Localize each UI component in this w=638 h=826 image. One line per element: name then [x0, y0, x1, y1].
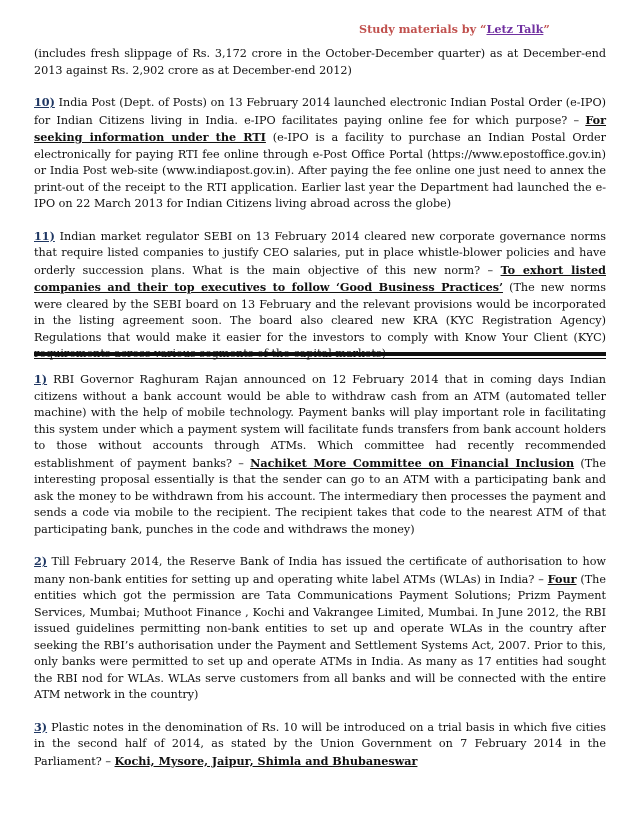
question-number: 11): [34, 228, 55, 243]
question-number: 10): [34, 95, 55, 109]
question-2: [34, 553, 606, 704]
question-text: Plastic notes in the denomination of Rs. 10 will be introduced on a trial basis in which five cities in the second half of 2014, as stated by the Union Government on 7 February 2014 in the Parliament? –: [34, 720, 606, 768]
question-10: [34, 94, 606, 213]
question-number: 3): [34, 719, 48, 734]
answer-text: Four: [547, 571, 577, 586]
explanation-text: (The new norms were cleared by the SEBI board on 13 February and the relevant provisions would be incorporated in the listing agreement soon. The board also cleared new KRA (KYC Registration Agency) Regulations that would make it easier for the investors to comply with Know Your Client (KYC) requirements across various segments of the capital markets): [34, 281, 606, 360]
explanation-text: (The entities which got the permission are Tata Communications Payment Solutions; Prizm Payment Services, Mumbai; Muthoot Finance , Kochi and Vakrangee Limited, Mumbai. In June 2012, the RBI issued guidelines permitting non-bank entities to set up and operate WLAs in the country after seeking the RBI’s authorisation under the Payment and Settlement Systems Act, 2007. Prior to this, only banks were permitted to set up and operate ATMs in India. As many as 17 entities had sought the RBI nod for WLAs. WLAs serve customers from all banks and will be connected with the entire ATM network in the country): [34, 572, 606, 701]
question-3: [34, 719, 606, 771]
section-divider-thick: [34, 352, 606, 356]
explanation-text: (e-IPO is a facility to purchase an Indian Postal Order electronically for paying RTI fee online through e-Post Office Portal (https://www.epostoffice.gov.in) or India Post web-site (www.indiapost.gov.in). After paying the fee online one just need to annex the print-out of the receipt to the RTI application. Earlier last year the Department had launched the e-IPO on 22 March 2013 for Indian Citizens living abroad across the globe): [34, 131, 607, 210]
answer-text: For seeking information under the RTI: [34, 112, 606, 144]
page-header: [359, 22, 550, 36]
question-11: [34, 228, 606, 363]
answer-text: Nachiket More Committee on Financial Inclusion: [250, 455, 575, 470]
question-text: Till February 2014, the Reserve Bank of India has issued the certificate of authorisation to how many non-bank entities for setting up and operating white label ATMs (WLAs) in India? –: [34, 555, 606, 586]
question-number: 1): [34, 372, 48, 386]
question-number: 2): [34, 554, 48, 568]
section-divider-thin: [34, 358, 606, 359]
question-1: [34, 371, 606, 538]
header-suffix: ”: [543, 22, 550, 36]
question-text: Indian market regulator SEBI on 13 February 2014 cleared new corporate governance norms that require listed companies to justify CEO salaries, put in place whistle-blower policies and have orderly succession plans. What is the main objective of this new norm? –: [34, 229, 606, 277]
question-text: RBI Governor Raghuram Rajan announced on 12 February 2014 that in coming days Indian citizens without a bank account would be able to withdraw cash from an ATM (automated teller machine) with the help of mobile technology. Payment banks will play important role in facilitating this system under which a payment system will facilitate funds transfers from bank account holders to those without accounts through ATMs. Which committee had recently recommended establishment of payment banks? –: [34, 373, 606, 470]
answer-text: To exhort listed companies and their top executives to follow ‘Good Business Practices’: [34, 262, 606, 294]
continuation-paragraph: (includes fresh slippage of Rs. 3,172 crore in the October-December quarter) as at December-end 2013 against Rs. 2,902 crore as at December-end 2012): [34, 47, 606, 77]
brand-name: Letz Talk: [486, 22, 544, 36]
explanation-text: (The interesting proposal essentially is that the sender can go to an ATM with a participating bank and ask the money to be withdrawn from his account. The intermediary then processes the payment and sends a code via mobile to the recipient. The recipient takes that code to the nearest ATM of that participating bank, punches in the code and withdraws the money): [34, 456, 606, 536]
top-content: [34, 46, 606, 378]
bottom-content: [34, 371, 606, 785]
header-prefix: Study materials by “: [359, 22, 487, 36]
question-text: India Post (Dept. of Posts) on 13 February 2014 launched electronic Indian Postal Order (e-IPO) for Indian Citizens living in India. e-IPO facilitates paying online fee for which purpose? –: [34, 96, 606, 127]
answer-text: Kochi, Mysore, Jaipur, Shimla and Bhubaneswar: [114, 753, 418, 768]
